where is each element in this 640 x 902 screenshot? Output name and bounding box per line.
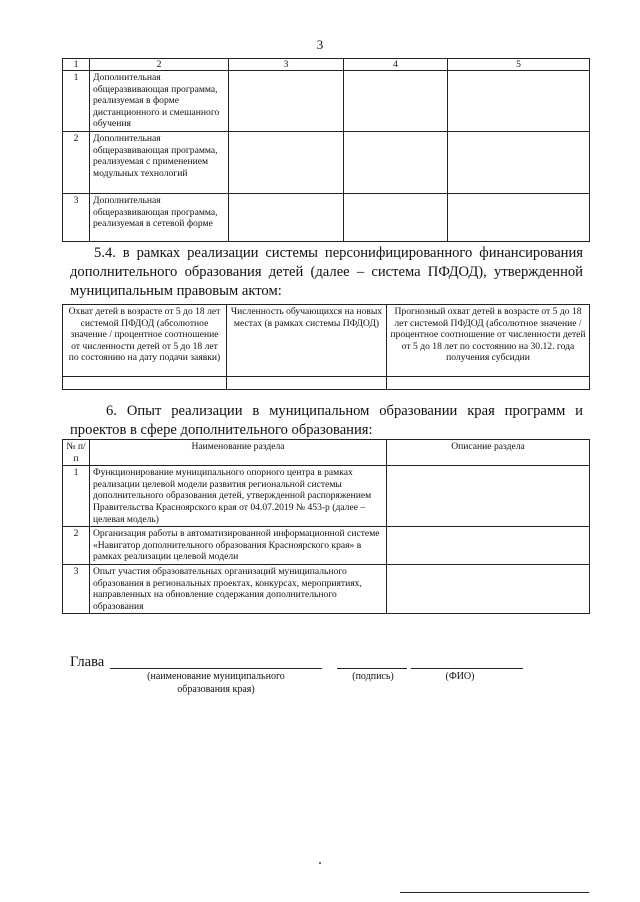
programs-table [62, 58, 590, 242]
section-description-header: Описание раздела [387, 440, 590, 466]
table-row [63, 466, 590, 527]
fio-caption: (ФИО) [445, 671, 475, 682]
empty-cell [229, 71, 344, 132]
empty-cell [448, 71, 590, 132]
table-row [63, 193, 590, 241]
signature-line [337, 668, 407, 669]
row-number: 2 [63, 527, 90, 565]
name-signature-line [110, 668, 322, 669]
scan-mark [319, 862, 321, 864]
section-5-4-text: 5.4. в рамках реализации системы персонифицированного финансирования дополнительного образования детей (далее – система ПФДОД), утвержденной муниципальным правовым актом: [70, 245, 583, 299]
empty-cell [229, 131, 344, 193]
section-name: Организация работы в автоматизированной информационной системе «Навигатор дополнительного образования Красноярского края» в рамках реализации целевой модели [90, 527, 387, 565]
row-number: 2 [63, 131, 90, 193]
table-header-row [63, 440, 590, 466]
table-row [63, 377, 590, 390]
empty-cell [229, 193, 344, 241]
column-number: 4 [344, 59, 448, 71]
bottom-rule [400, 892, 589, 893]
name-caption: (наименование муниципального образования края) [147, 671, 285, 695]
experience-table [62, 439, 590, 614]
empty-cell [387, 564, 590, 613]
section-name: Опыт участия образовательных организаций муниципального образования в региональных проектах, конкурсах, мероприятиях, направленных на обновление содержания дополнительного образования [90, 564, 387, 613]
empty-cell [63, 377, 227, 390]
section-name-header: Наименование раздела [90, 440, 387, 466]
pfdod-table [62, 304, 590, 390]
table-header-row [63, 59, 590, 71]
empty-cell [344, 71, 448, 132]
forecast-header: Прогнозный охват детей в возрасте от 5 до 18 лет системой ПФДОД (абсолютное значение / процентное соотношение от численности детей от 5 до 18 лет по состоянию на 30.12. года получения субсидии [387, 305, 590, 377]
empty-cell [387, 527, 590, 565]
row-number: 3 [63, 564, 90, 613]
column-number: 2 [90, 59, 229, 71]
empty-cell [387, 377, 590, 390]
column-number: 5 [448, 59, 590, 71]
program-name: Дополнительная общеразвивающая программа, реализуемая с применением модульных технологий [90, 131, 229, 193]
empty-cell [344, 131, 448, 193]
program-name: Дополнительная общеразвивающая программа, реализуемая в форме дистанционного и смешанного обучения [90, 71, 229, 132]
table-row [63, 131, 590, 193]
table-row [63, 527, 590, 565]
program-name: Дополнительная общеразвивающая программа, реализуемая в сетевой форме [90, 193, 229, 241]
coverage-header: Охват детей в возрасте от 5 до 18 лет системой ПФДОД (абсолютное значение / процентное соотношение от численности детей от 5 до 18 лет по состоянию на дату подачи заявки) [63, 305, 227, 377]
row-number: 1 [63, 466, 90, 527]
signature-label: Глава [70, 654, 105, 670]
empty-cell [344, 193, 448, 241]
fio-signature-line [411, 668, 523, 669]
empty-cell [448, 131, 590, 193]
empty-cell [387, 466, 590, 527]
table-row [63, 71, 590, 132]
section-6-text: 6. Опыт реализации в муниципальном образовании края программ и проектов в сфере дополнительного образования: [70, 403, 583, 438]
empty-cell [448, 193, 590, 241]
row-number: 3 [63, 193, 90, 241]
signature-caption: (подпись) [352, 671, 394, 682]
empty-cell [227, 377, 387, 390]
column-number: 3 [229, 59, 344, 71]
table-header-row [63, 305, 590, 377]
page-number: 3 [316, 37, 324, 52]
new-places-header: Численность обучающихся на новых местах (в рамках системы ПФДОД) [227, 305, 387, 377]
table-row [63, 564, 590, 613]
number-header: № п/п [63, 440, 90, 466]
section-name: Функционирование муниципального опорного центра в рамках реализации целевой модели развития региональной системы дополнительного образования детей, утвержденной распоряжением Правительства Красноярского края от 04.07.2019 № 453-р (далее – целевая модель) [90, 466, 387, 527]
column-number: 1 [63, 59, 90, 71]
row-number: 1 [63, 71, 90, 132]
